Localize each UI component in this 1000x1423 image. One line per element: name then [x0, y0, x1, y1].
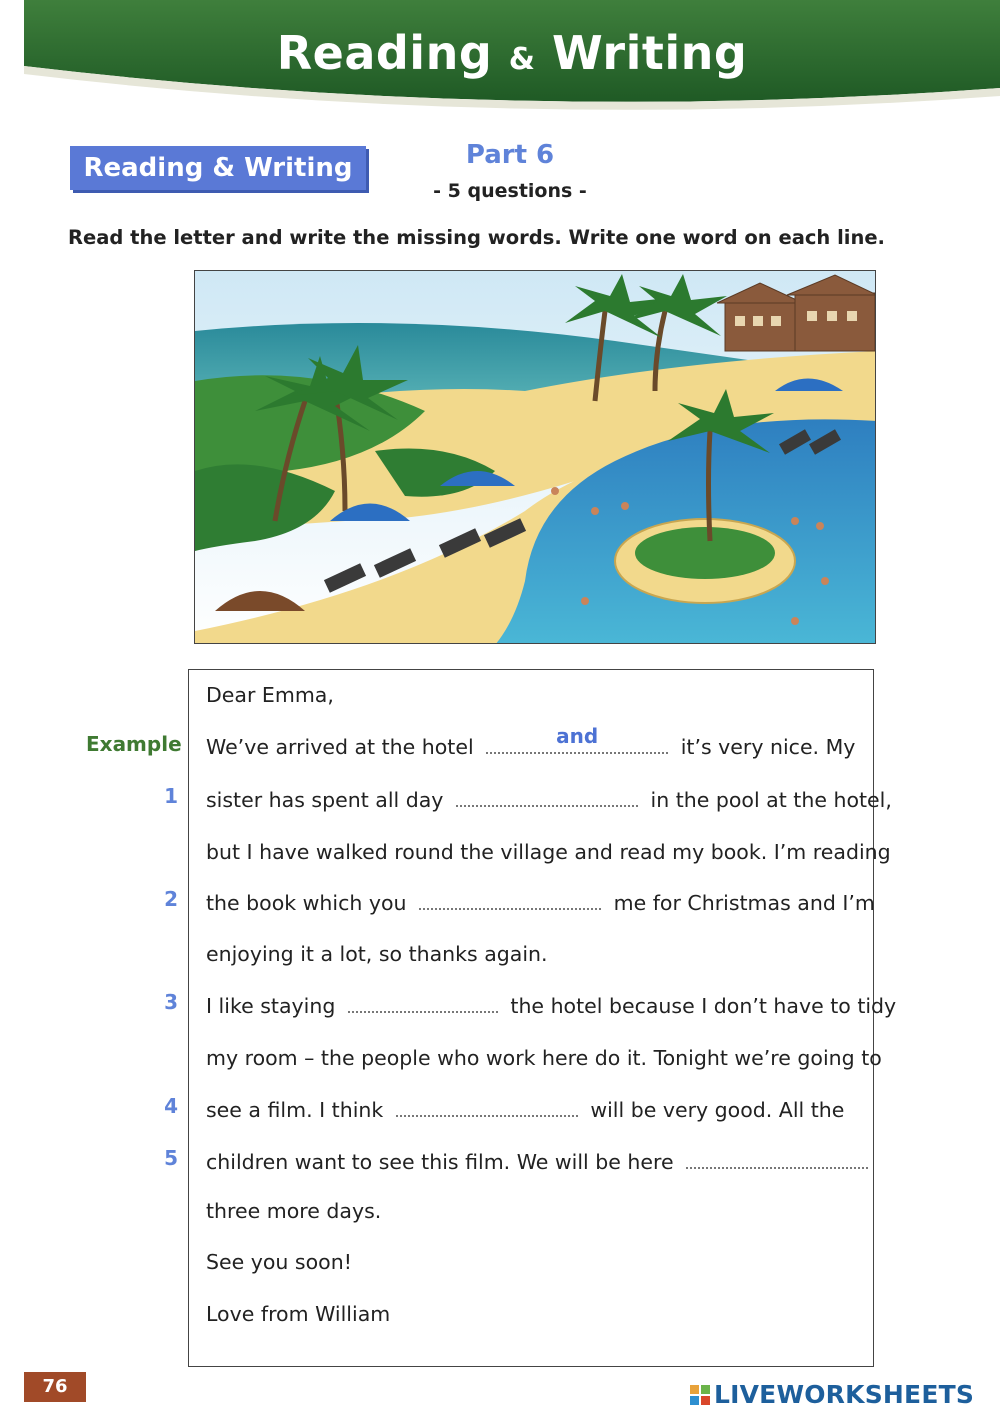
letter-text: I like staying — [206, 994, 336, 1018]
letter-line-7: my room – the people who work here do it. Tonight we’re going to — [206, 1046, 882, 1070]
letter-text: it’s very nice. My — [680, 735, 856, 759]
header-title: Reading & Writing — [276, 26, 748, 80]
letter-line-example — [206, 724, 856, 759]
part-title: Part 6 — [465, 140, 555, 170]
letter-line-q1 — [206, 788, 892, 812]
letter-line-q2 — [206, 891, 875, 915]
letter-line-q5 — [206, 1150, 874, 1174]
letter-text: the book which you — [206, 891, 407, 915]
brand-name: LIVEWORKSHEETS — [714, 1380, 975, 1409]
question-number-4: 4 — [164, 1094, 178, 1118]
page-number: 76 — [24, 1372, 86, 1402]
letter-text: see a film. I think — [206, 1098, 384, 1122]
letter-line-q4 — [206, 1098, 844, 1122]
instruction-text: Read the letter and write the missing words. Write one word on each line. — [68, 226, 885, 249]
answer-input-2[interactable] — [419, 892, 601, 910]
answer-input-3[interactable] — [348, 995, 498, 1013]
letter-line-10: three more days. — [206, 1199, 382, 1223]
example-answer: and — [556, 724, 599, 748]
example-answer-gap — [486, 724, 668, 754]
answer-input-1[interactable] — [456, 789, 638, 807]
brand-logo — [690, 1380, 974, 1409]
letter-signature: Love from William — [206, 1302, 391, 1326]
question-number-1: 1 — [164, 784, 178, 808]
letter-line-3: but I have walked round the village and read my book. I’m reading — [206, 840, 891, 864]
answer-input-4[interactable] — [396, 1099, 578, 1117]
resort-illustration — [194, 270, 876, 644]
section-badge: Reading & Writing — [70, 146, 366, 190]
letter-text: sister has spent all day — [206, 788, 444, 812]
example-label: Example — [86, 732, 182, 756]
part-subtitle: - 5 questions - — [433, 180, 587, 202]
answer-input-5[interactable] — [686, 1151, 868, 1169]
letter-closing: See you soon! — [206, 1250, 352, 1274]
letter-text: We’ve arrived at the hotel — [206, 735, 474, 759]
letter-line-q3 — [206, 994, 896, 1018]
question-number-2: 2 — [164, 887, 178, 911]
letter-text: me for Christmas and I’m — [613, 891, 875, 915]
brand-grid-icon — [690, 1385, 710, 1405]
question-number-3: 3 — [164, 990, 178, 1014]
question-number-5: 5 — [164, 1146, 178, 1170]
letter-greeting: Dear Emma, — [206, 683, 334, 707]
letter-text: the hotel because I don’t have to tidy — [510, 994, 897, 1018]
letter-text: in the pool at the hotel, — [650, 788, 892, 812]
letter-text: children want to see this film. We will be here — [206, 1150, 674, 1174]
letter-text: will be very good. All the — [590, 1098, 845, 1122]
letter-line-5: enjoying it a lot, so thanks again. — [206, 942, 548, 966]
